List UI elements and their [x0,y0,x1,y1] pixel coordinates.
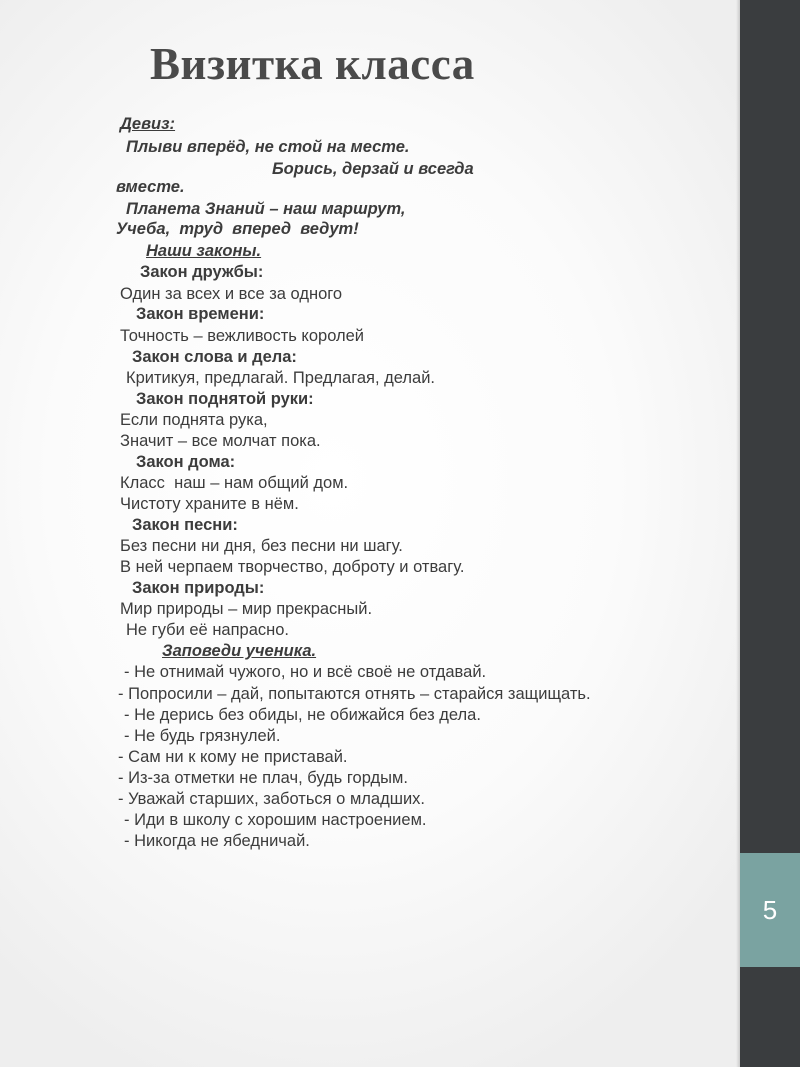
law-text: Если поднята рука, [120,411,268,429]
law-text: Значит – все молчат пока. [120,432,321,450]
page-number-box [740,853,800,967]
law-text: Один за всех и все за одного [120,285,343,303]
motto-label: Девиз: [120,115,176,133]
law-title: Закон слова и дела: [132,348,297,366]
commandment-item: - Сам ни к кому не приставай. [118,748,348,766]
laws-heading: Наши законы. [146,242,262,260]
motto-line-1: Плыви вперёд, не стой на месте. [126,138,410,156]
law-text: Точность – вежливость королей [120,327,365,345]
law-text: Без песни ни дня, без песни ни шагу. [120,537,403,555]
commandment-item: - Не дерись без обиды, не обижайся без дела. [124,706,481,724]
law-title: Закон дружбы: [140,263,264,281]
law-text: Мир природы – мир прекрасный. [120,600,373,618]
law-title: Закон поднятой руки: [136,390,314,408]
law-text: Не губи её напрасно. [126,621,290,639]
motto-line-5: Учеба, труд вперед ведут! [116,220,359,238]
law-title: Закон песни: [132,516,238,534]
motto-line-4: Планета Знаний – наш маршрут, [126,200,406,218]
law-title: Закон дома: [136,453,236,471]
commandment-item: - Не отнимай чужого, но и всё своё не отдавай. [124,663,487,681]
law-text: Класс наш – нам общий дом. [120,474,349,492]
commandment-item: - Из-за отметки не плач, будь гордым. [118,769,408,787]
page-number: 5 [762,894,778,925]
commandment-item: - Не будь грязнулей. [124,727,281,745]
slide-title: Визитка класса [150,39,475,89]
law-title: Закон времени: [136,305,265,323]
commandment-item: - Попросили – дай, попытаются отнять – старайся защищать. [118,685,591,703]
commandments-heading: Заповеди ученика. [162,642,317,660]
law-text: Чистоту храните в нём. [120,495,299,513]
commandment-item: - Уважай старших, заботься о младших. [118,790,426,808]
motto-line-3: вместе. [116,178,185,196]
law-text: В ней черпаем творчество, доброту и отвагу. [120,558,465,576]
commandment-item: - Никогда не ябедничай. [124,832,310,850]
law-title: Закон природы: [132,579,265,597]
law-text: Критикуя, предлагай. Предлагая, делай. [126,369,436,387]
motto-line-2: Борись, дерзай и всегда [272,160,474,178]
commandment-item: - Иди в школу с хорошим настроением. [124,811,427,829]
